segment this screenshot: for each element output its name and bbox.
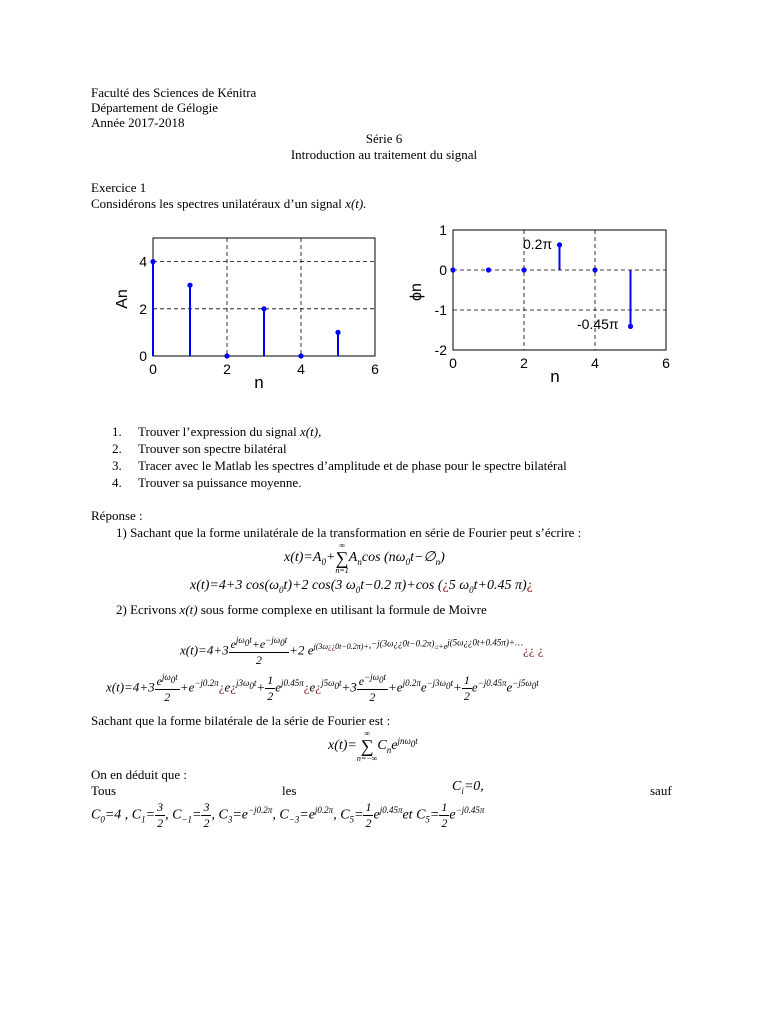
ci-zero: [452, 779, 484, 796]
series-title: Série 6: [365, 131, 403, 146]
amplitude-spectrum-chart: [105, 225, 385, 400]
x-tick-label: 6: [371, 361, 379, 377]
x-axis-label: n: [550, 367, 560, 386]
question-item: [112, 458, 567, 473]
stem-point: [450, 267, 455, 272]
sum-symbol: ∞ ∑ n=1: [335, 541, 349, 575]
fourier-unilateral-equation: $x(t)=A_0+\infty$ ∑ $n=1A_n\cos$ $(n\omega_0t-\emptyset_n)$: [284, 541, 445, 575]
exercise-statement: [91, 196, 366, 211]
question-number: 1.: [112, 424, 122, 439]
x-tick-label: 0: [149, 361, 157, 377]
y-tick-label: 0: [139, 348, 147, 364]
question-text: Trouver sa puissance moyenne.: [138, 475, 302, 490]
y-tick-label: 0: [439, 262, 447, 278]
y-tick-label: -1: [434, 302, 447, 318]
deduce-text: On en déduit que :: [91, 767, 188, 782]
y-tick-label: 2: [139, 300, 147, 317]
stem-point: [187, 283, 192, 288]
question-item: [112, 424, 321, 439]
answer-label: Réponse :: [91, 508, 143, 523]
moivre-equation-1: x(t)=4+3 $e^{j\omega_0t}+e^{-j\omega_0t}$ 2 +2 $e^{j(3\omega¿¿0t-0.2\pi)+e^{-j(3\omega¿¿0t-0.2\pi)}/2+e^{j(5\omega¿¿0t+0.45\pi)+\dots}}¿¿$ ¿: [180, 635, 544, 667]
question-number: 4.: [112, 475, 122, 490]
stem-point: [628, 324, 633, 329]
stem-point: [261, 306, 266, 311]
word-les: les: [282, 783, 297, 798]
word-tous: Tous: [91, 783, 117, 798]
question-text: Trouver l’expression du signal: [138, 424, 297, 439]
word-sauf: sauf: [650, 783, 672, 798]
step-2-math: x(t): [179, 602, 198, 617]
stem-point: [592, 267, 597, 272]
question-number: 2.: [112, 441, 122, 456]
y-tick-label: 1: [439, 222, 447, 238]
x-tick-label: 2: [223, 361, 231, 377]
x-tick-label: 6: [662, 355, 670, 371]
coefficients-equation: $C_0=4$ , $C_1=$ $\frac{3}{2}$ , $C_{-1}=$ $\frac{3}{2}$ , $C_3=e^{-j0.2\pi}$, $C_{-3}=e^{j0.2\pi}$, $C_5=$ $\frac{1}{2}$ $e^{j0.45\pi}et$ $C_5=$ $\frac{1}{2}$ $e^{-j0.45\pi}$: [91, 800, 485, 830]
step-1-text: 1) Sachant que la forme unilatérale de la transformation en série de Fourier peut s’écrire :: [116, 525, 582, 540]
ci-subscript: i: [461, 785, 464, 796]
stem-point: [335, 330, 340, 335]
question-text: Trouver son spectre bilatéral: [138, 441, 287, 456]
step-2-suffix: sous forme complexe en utilisant la formule de Moivre: [200, 602, 487, 617]
step-2-text: [116, 602, 487, 617]
y-axis-label: ϕn: [408, 283, 425, 301]
bilateral-text: Sachant que la forme bilatérale de la série de Fourier est :: [91, 713, 391, 728]
y-axis-label: An: [114, 289, 131, 309]
subtitle: Introduction au traitement du signal: [290, 147, 478, 162]
x-tick-label: 4: [591, 355, 599, 371]
x-axis-label: n: [254, 373, 264, 392]
ci-symbol: C: [452, 779, 462, 794]
sum-symbol: ∞ ∑ n=−∞: [356, 729, 378, 763]
question-text: Tracer avec le Matlab les spectres d’amplitude et de phase pour le spectre bilatéral: [138, 458, 567, 473]
x-tick-label: 2: [520, 355, 528, 371]
stem-point: [486, 267, 491, 272]
faculty-name: Faculté des Sciences de Kénitra: [91, 85, 257, 100]
x-tick-label: 0: [449, 355, 457, 371]
moivre-equation-2: x(t)=4+3 $e^{j\omega_0t}$ 2 $+e^{-j0.2\pi}¿e¿^{j3\omega_0t}+$ $\frac{1}{2}$ $e^{j0.45\pi}¿e¿^{j5\omega_0t}+3$ $\frac{e^{-j\omega_0t}}{2}$ $+e^{j0.2\pi}e^{-j3\omega_0t}+$ $\frac{1}{2}$ $e^{-j0.45\pi}e^{-j5\omega_0t}$: [106, 672, 539, 704]
step-2-prefix: 2) Ecrivons: [116, 602, 177, 617]
stem-point: [521, 267, 526, 272]
academic-year: Année 2017-2018: [91, 115, 185, 130]
ci-value: =0,: [463, 779, 484, 794]
question-math: x(t),: [300, 424, 322, 439]
exercise-label: Exercice 1: [91, 180, 147, 195]
stem-point: [557, 242, 562, 247]
annotation-label: -0.45π: [577, 316, 619, 332]
statement-text: Considérons les spectres unilatéraux d’un signal: [91, 196, 342, 211]
annotation-label: 0.2π: [523, 236, 553, 252]
x-tick-label: 4: [297, 361, 305, 377]
department-name: Département de Gélogie: [91, 100, 219, 115]
stem-point: [224, 353, 229, 358]
signal-symbol: x(t).: [345, 196, 367, 211]
question-item: [112, 441, 287, 456]
y-tick-label: -2: [434, 342, 447, 358]
signal-expression-equation: x(t)=4+3 $\cos(\omega_0t)+2$ cos(3 $\omega_0t-0.2$ π)+cos (¿5 $\omega_0t+0.45$ π)¿: [190, 578, 533, 595]
stem-point: [150, 259, 155, 264]
fourier-bilateral-equation: x(t)=∞ ∑ $n=-\infty C_ne^{jn\omega_0t}$: [328, 729, 418, 763]
y-tick-label: 4: [139, 253, 147, 270]
question-number: 3.: [112, 458, 122, 473]
phase-spectrum-chart: [405, 220, 675, 390]
question-item: [112, 475, 301, 490]
stem-point: [298, 353, 303, 358]
